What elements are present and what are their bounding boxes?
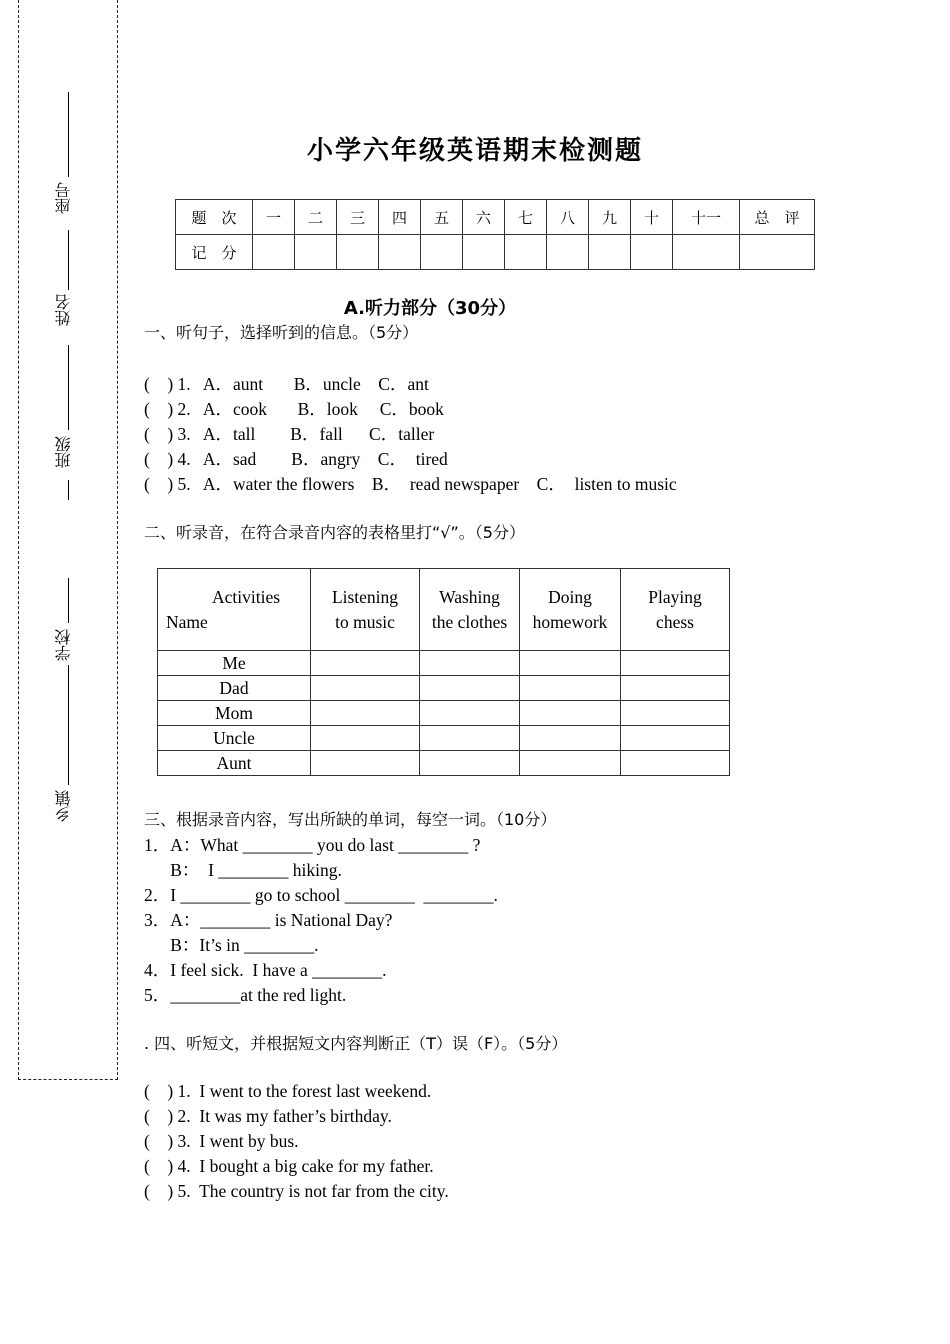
tf-item: ( ) 3. I went by bus. xyxy=(144,1131,299,1151)
row-name: Uncle xyxy=(158,726,311,751)
score-cell[interactable] xyxy=(505,235,547,270)
name-label: 姓名 xyxy=(54,294,73,326)
section3-heading: 三、根据录音内容，写出所缺的单词，每空一词。（10分） xyxy=(144,810,557,829)
part-a-heading: A.听力部分（30分） xyxy=(343,298,517,319)
answer-cell[interactable] xyxy=(311,701,420,726)
header-activities: Activities xyxy=(212,587,281,607)
row-name: Mom xyxy=(158,701,311,726)
answer-cell[interactable] xyxy=(520,726,621,751)
question-item: ( ) 1. A．aunt B．uncle C．ant xyxy=(144,374,429,394)
score-col: 十一 xyxy=(673,200,740,235)
score-col: 三 xyxy=(337,200,379,235)
score-cell[interactable] xyxy=(463,235,505,270)
section4-heading: . 四、听短文，并根据短文内容判断正（T）误（F）。（5分） xyxy=(144,1034,568,1053)
fill-item: B：It’s in ________. xyxy=(144,935,319,955)
header-diagonal-cell xyxy=(158,569,311,651)
answer-cell[interactable] xyxy=(621,701,730,726)
tf-item: ( ) 5. The country is not far from the city. xyxy=(144,1181,449,1201)
score-col: 九 xyxy=(589,200,631,235)
fill-item: 4．I feel sick. I have a ________. xyxy=(144,960,387,980)
score-col: 一 xyxy=(253,200,295,235)
score-cell[interactable] xyxy=(631,235,673,270)
answer-cell[interactable] xyxy=(311,751,420,776)
header-name: Name xyxy=(166,612,208,632)
tf-item: ( ) 4. I bought a big cake for my father. xyxy=(144,1156,434,1176)
answer-cell[interactable] xyxy=(311,726,420,751)
fill-item: B： I ________ hiking. xyxy=(144,860,342,880)
row-name: Dad xyxy=(158,676,311,701)
score-col: 六 xyxy=(463,200,505,235)
score-col: 十 xyxy=(631,200,673,235)
col-header: Washing the clothes xyxy=(420,569,520,651)
row-name: Aunt xyxy=(158,751,311,776)
score-cell[interactable] xyxy=(337,235,379,270)
score-cell[interactable] xyxy=(589,235,631,270)
score-row-label: 记 分 xyxy=(176,235,253,270)
school-label: 学校 xyxy=(54,629,73,661)
answer-cell[interactable] xyxy=(621,751,730,776)
row-name: Me xyxy=(158,651,311,676)
town-label: 乡镇 xyxy=(54,790,73,822)
answer-cell[interactable] xyxy=(621,651,730,676)
answer-cell[interactable] xyxy=(420,651,520,676)
col-header: Doing homework xyxy=(520,569,621,651)
answer-cell[interactable] xyxy=(420,701,520,726)
activities-table xyxy=(157,568,730,776)
col-header: Listening to music xyxy=(311,569,420,651)
score-col: 四 xyxy=(379,200,421,235)
score-cell[interactable] xyxy=(547,235,589,270)
tf-item: ( ) 2. It was my father’s birthday. xyxy=(144,1106,392,1126)
section1-heading: 一、听句子，选择听到的信息。（5分） xyxy=(144,323,419,342)
answer-cell[interactable] xyxy=(520,651,621,676)
score-col: 七 xyxy=(505,200,547,235)
answer-cell[interactable] xyxy=(520,751,621,776)
tf-item: ( ) 1. I went to the forest last weekend. xyxy=(144,1081,432,1101)
answer-cell[interactable] xyxy=(621,676,730,701)
answer-cell[interactable] xyxy=(520,701,621,726)
fill-item: 5．________at the red light. xyxy=(144,985,347,1005)
answer-cell[interactable] xyxy=(621,726,730,751)
score-cell[interactable] xyxy=(673,235,740,270)
fill-item: 1．A：What ________ you do last ________ ? xyxy=(144,835,481,855)
class-label: 班级 xyxy=(54,436,73,468)
answer-cell[interactable] xyxy=(420,751,520,776)
fill-item: 2．I ________ go to school ________ ________. xyxy=(144,885,498,905)
answer-cell[interactable] xyxy=(420,726,520,751)
score-cell[interactable] xyxy=(740,235,815,270)
score-col: 八 xyxy=(547,200,589,235)
name-line xyxy=(68,230,69,290)
answer-cell[interactable] xyxy=(311,651,420,676)
fill-item: 3．A：________ is National Day? xyxy=(144,910,393,930)
score-col: 五 xyxy=(421,200,463,235)
section2-heading: 二、听录音，在符合录音内容的表格里打“√”。（5分） xyxy=(144,523,525,542)
score-col-total: 总 评 xyxy=(740,200,815,235)
score-cell[interactable] xyxy=(253,235,295,270)
question-item: ( ) 5. A．water the flowers B． read newspaper C． listen to music xyxy=(144,474,677,494)
score-col: 二 xyxy=(295,200,337,235)
score-cell[interactable] xyxy=(295,235,337,270)
class-line-2 xyxy=(68,480,69,500)
question-item: ( ) 2. A．cook B．look C．book xyxy=(144,399,444,419)
class-line xyxy=(68,345,69,430)
town-line xyxy=(68,665,69,785)
page-title: 小学六年级英语期末检测题 xyxy=(306,136,643,166)
score-cell[interactable] xyxy=(421,235,463,270)
question-item: ( ) 4. A．sad B．angry C． tired xyxy=(144,449,448,469)
score-row-label: 题 次 xyxy=(176,200,253,235)
answer-cell[interactable] xyxy=(311,676,420,701)
col-header: Playing chess xyxy=(621,569,730,651)
answer-cell[interactable] xyxy=(420,676,520,701)
school-line xyxy=(68,578,69,623)
answer-cell[interactable] xyxy=(520,676,621,701)
seat-label: 座号 xyxy=(54,182,73,214)
score-cell[interactable] xyxy=(379,235,421,270)
score-table xyxy=(175,199,815,270)
question-item: ( ) 3. A．tall B．fall C．taller xyxy=(144,424,435,444)
